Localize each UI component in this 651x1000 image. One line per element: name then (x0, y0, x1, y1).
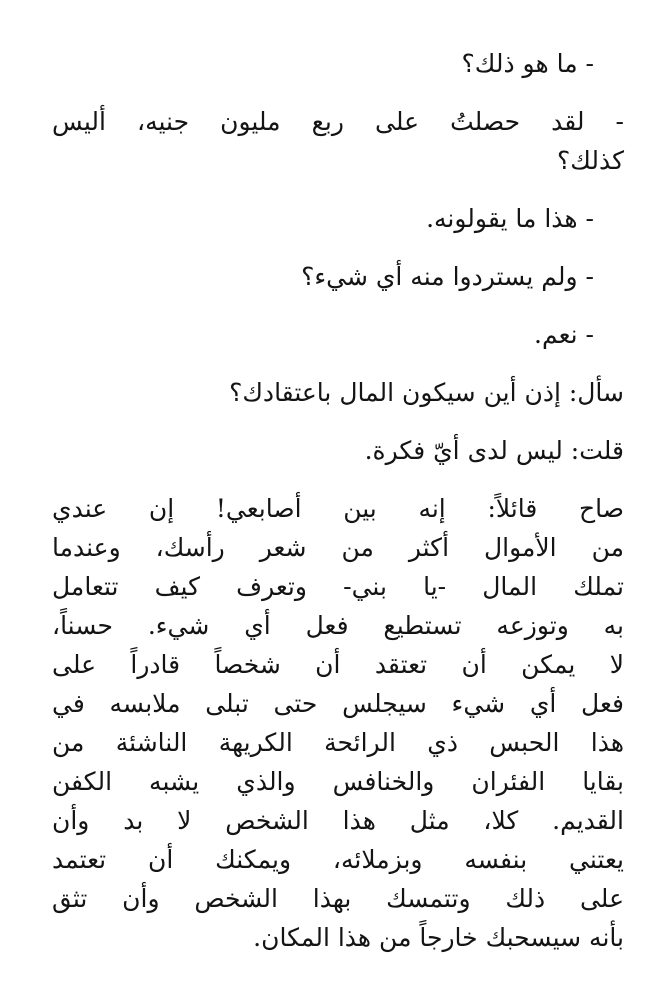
text-line: بقايا الفئران والخنافس والذي يشبه الكفن (52, 767, 624, 796)
text-line: من الأموال أكثر من شعر رأسك، وعندما (52, 533, 624, 562)
text-line: - هذا ما يقولونه. (426, 204, 594, 233)
text-line: كذلك؟ (557, 146, 624, 175)
dialogue-line-3 (52, 199, 624, 238)
text-line: بأنه سيسحبك خارجاً من هذا المكان. (253, 923, 624, 952)
text-line: تملك المال -يا بني- وتعرف كيف تتعامل (52, 572, 624, 601)
text-line: هذا الحبس ذي الرائحة الكريهة الناشئة من (52, 728, 624, 757)
text-line: - نعم. (534, 320, 594, 349)
text-line: - ولم يستردوا منه أي شيء؟ (301, 262, 594, 291)
text-line: لا يمكن أن تعتقد أن شخصاً قادراً على (52, 650, 624, 679)
book-page (52, 44, 624, 976)
dialogue-line-2 (52, 102, 624, 180)
text-line: على ذلك وتتمسك بهذا الشخص وأن تثق (52, 884, 624, 913)
text-line: قلت: ليس لدى أيّ فكرة. (364, 436, 624, 465)
dialogue-line-4 (52, 257, 624, 296)
text-line: - ما هو ذلك؟ (461, 49, 594, 78)
text-line: يعتني بنفسه وبزملائه، ويمكنك أن تعتمد (52, 845, 624, 874)
text-line: القديم. كلا، مثل هذا الشخص لا بد وأن (52, 806, 624, 835)
paragraph-question (52, 373, 624, 412)
text-line: فعل أي شيء سيجلس حتى تبلى ملابسه في (52, 689, 624, 718)
text-line: به وتوزعه تستطيع فعل أي شيء. حسناً، (52, 611, 624, 640)
paragraph-speech (52, 489, 624, 957)
text-line: صاح قائلاً: إنه بين أصابعي! إن عندي (52, 494, 624, 523)
dialogue-line-1 (52, 44, 624, 83)
dialogue-line-5 (52, 315, 624, 354)
paragraph-answer (52, 431, 624, 470)
text-line: - لقد حصلتُ على ربع مليون جنيه، أليس (52, 107, 624, 136)
text-line: سأل: إذن أين سيكون المال باعتقادك؟ (229, 378, 624, 407)
